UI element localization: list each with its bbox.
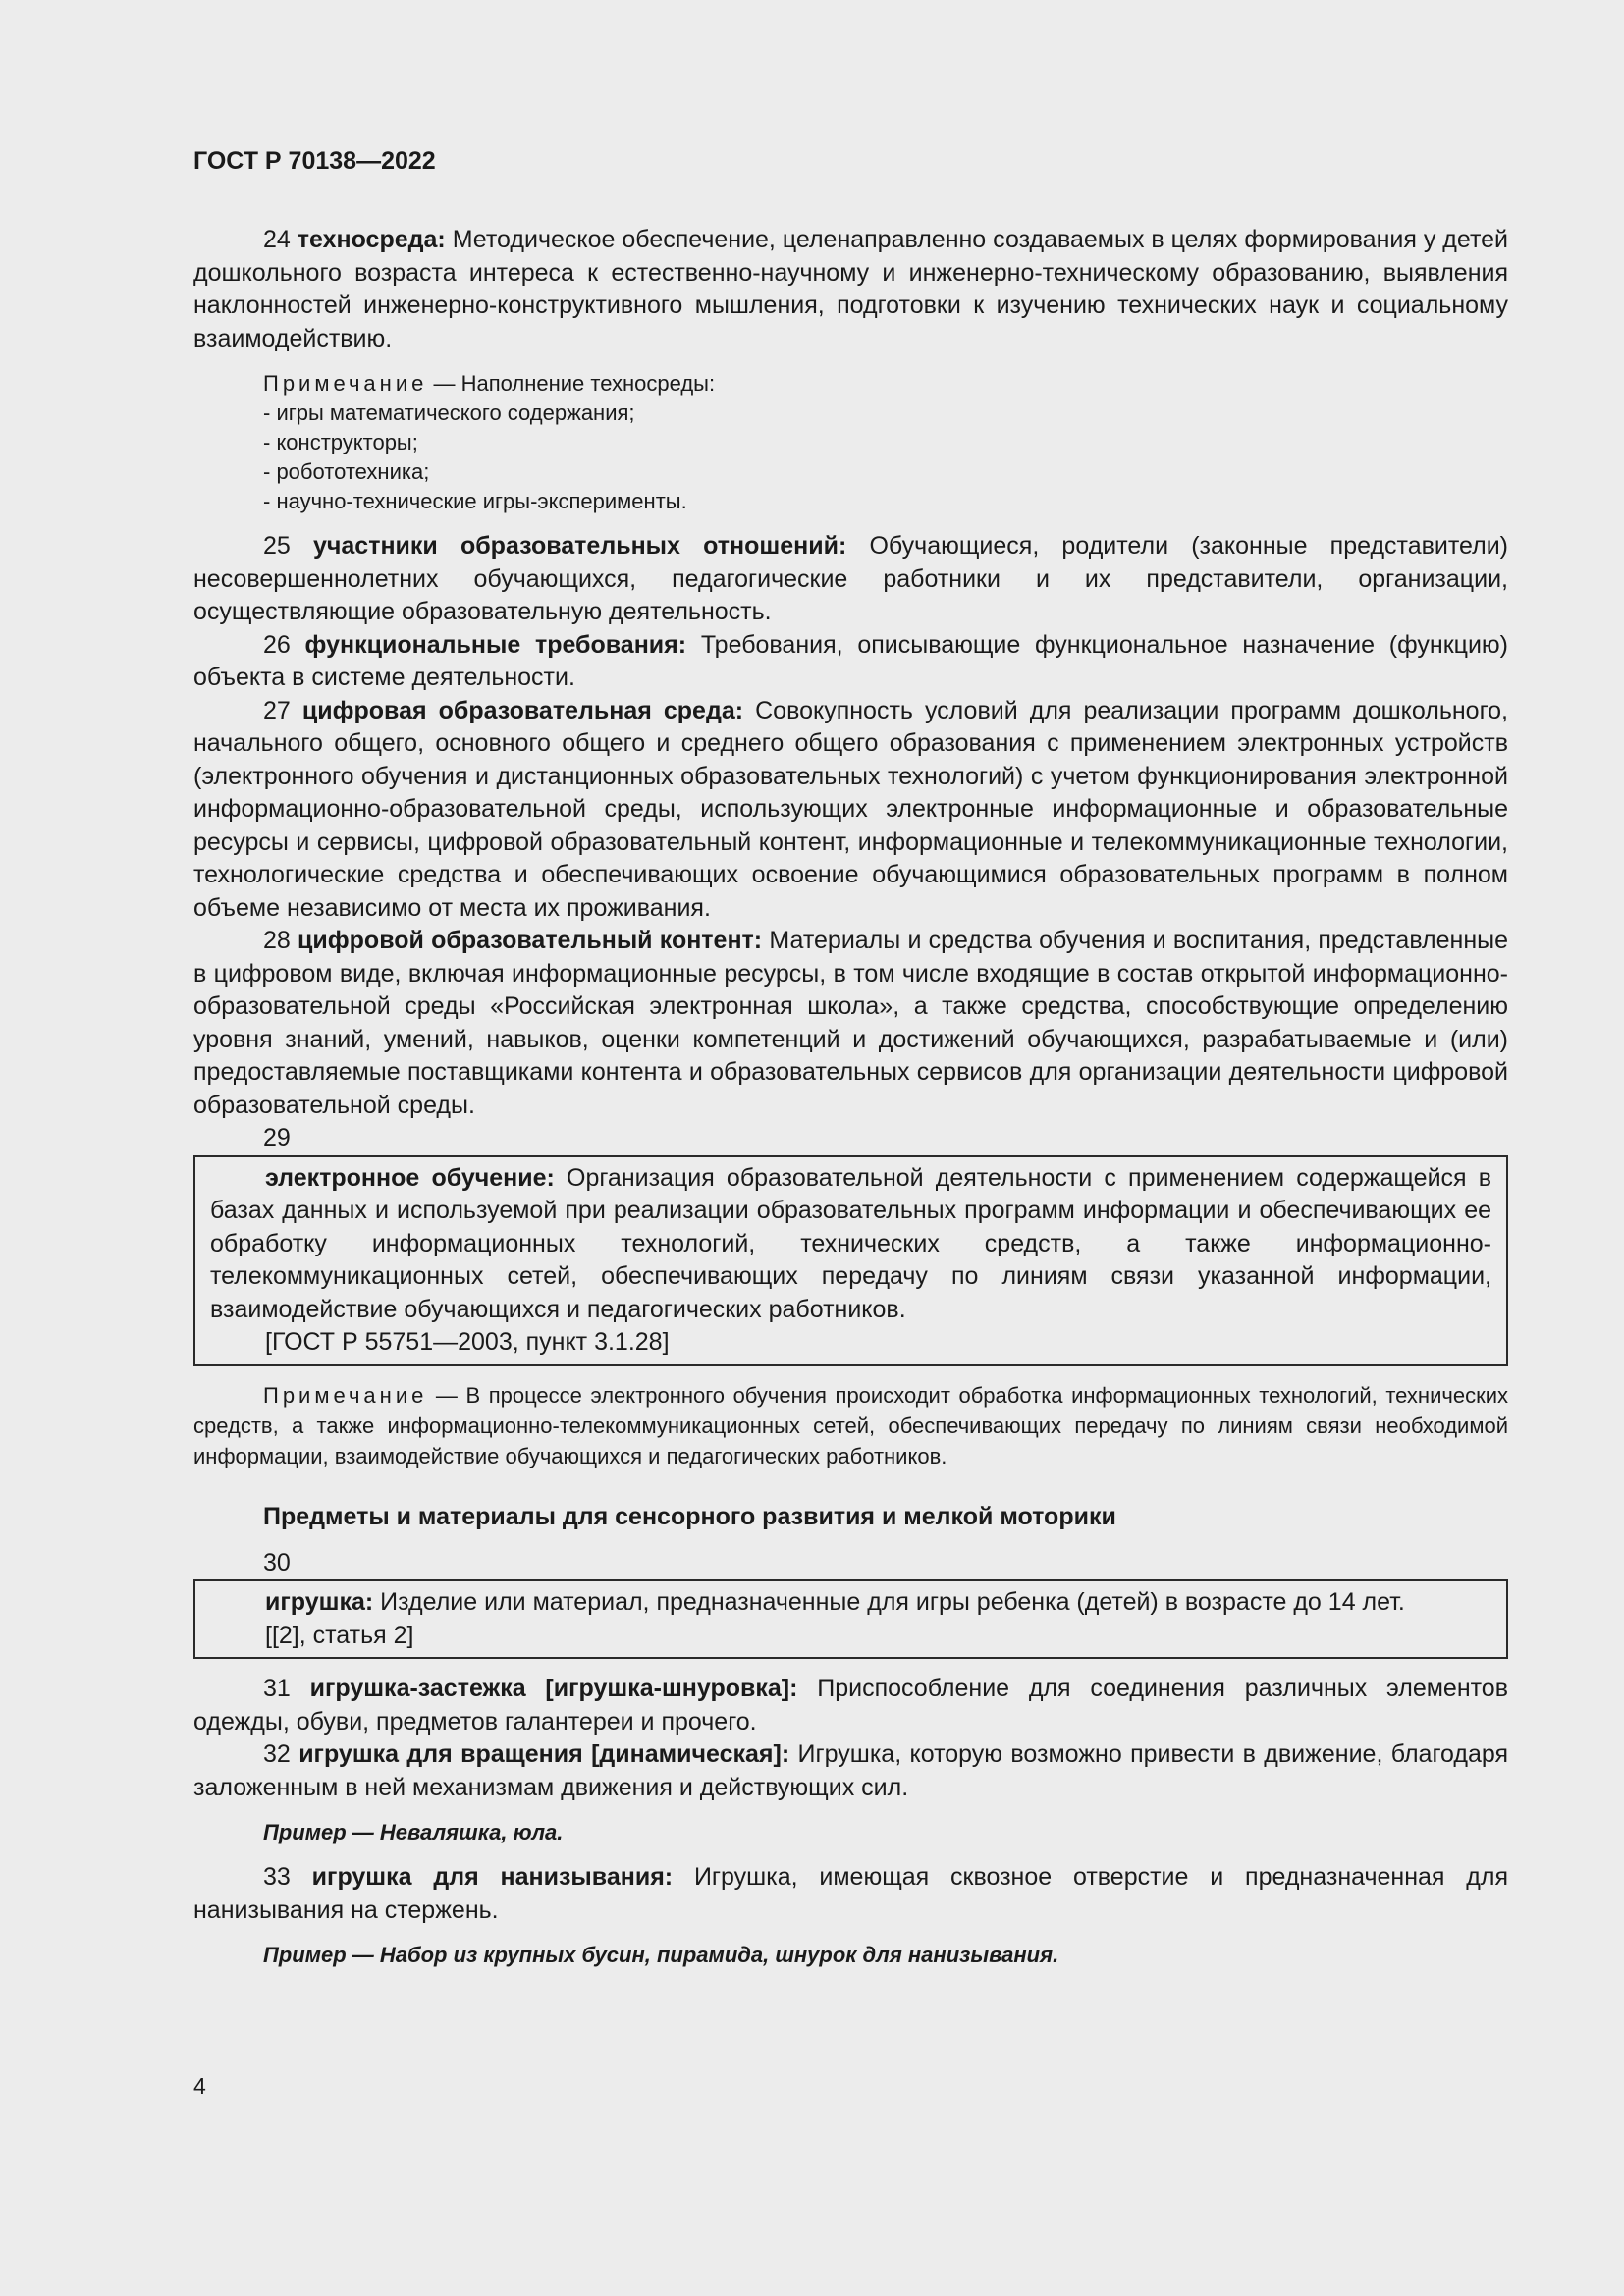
term-31: 31 игрушка-застежка [игрушка-шнуровка]: Приспособление для соединения различных элементов одежды, обуви, предметов галантереи и прочего. — [193, 1675, 1508, 1735]
term-26-definition: Требования, описывающие функциональное назначение (функцию) объекта в системе деятельности. — [193, 630, 1508, 691]
term-28-definition: Материалы и средства обучения и воспитания, представленные в цифровом виде, включая информационные ресурсы, в том числе входящие в состав открытой информационно-образовательной среды «Российская электронная школа», а также средства, способствующие определению уровня знаний, умений, навыков, оценки компетенций и достижений обучающихся, разрабатываемые и (или) предоставляемые поставщиками контента и образовательных сервисов для организации деятельности цифровой образовательной среды. — [193, 927, 1509, 1119]
term-29-box — [193, 1155, 1508, 1366]
document-header: ГОСТ Р 70138—2022 — [193, 147, 436, 175]
note-technosphere: Примечание — Наполнение техносреды: - игры математического содержания; - конструкторы; - робототехника; - научно-технические игры-эксперименты. — [263, 369, 1508, 516]
term-27: 27 цифровая образовательная среда: Совокупность условий для реализации программ дошкольного, начального общего, основного общего и среднего общего образования с применением электронных устройств (электронного обучения и дистанционных образовательных технологий) с учетом функционирования электронной информационно-образовательной среды, использующих электронные информационные и образовательные ресурсы и сервисы, цифровой образовательный контент, информационные и телекоммуникационные технологии, технологические средства и обеспечивающих освоение обучающимися образовательных программ в полном объеме независимо от места их проживания. — [193, 696, 1508, 922]
term-25: 25 участники образовательных отношений: Обучающиеся, родители (законные представители) несовершеннолетних обучающихся, педагогические работники и их представители, организации, осуществляющие образовательную деятельность. — [193, 532, 1508, 625]
term-26-title: функциональные требования: — [304, 630, 687, 659]
page-number: 4 — [193, 2073, 206, 2099]
term-27-title: цифровая образовательная среда: — [301, 696, 744, 724]
term-29-number: 29 — [263, 1124, 291, 1151]
term-30-title: игрушка: — [265, 1588, 374, 1616]
note-label: Примечание — [263, 1382, 428, 1408]
term-32: 32 игрушка для вращения [динамическая]: Игрушка, которую возможно привести в движение, благодаря заложенным в ней механизмам движения и действующих сил. — [193, 1740, 1509, 1801]
term-33-title: игрушка для нанизывания: — [311, 1863, 674, 1891]
term-30-source: [[2], статья 2] — [265, 1621, 414, 1649]
note-label: Примечание — [263, 371, 428, 396]
example-33: Пример — Набор из крупных бусин, пирамида, шнурок для нанизывания. — [263, 1943, 1059, 1967]
page-content — [193, 145, 1508, 1984]
term-27-definition: Совокупность условий для реализации программ дошкольного, начального общего, основного общего и среднего общего образования с применением электронных устройств (электронного обучения и дистанционных образовательных технологий) с учетом функционирования электронной информационно-образовательной среды, использующих электронные информационные и образовательные ресурсы и сервисы, цифровой образовательный контент, информационные и телекоммуникационные технологии, технологические средства и обеспечивающих освоение обучающимися образовательных программ в полном объеме независимо от места их проживания. — [193, 696, 1508, 922]
section-title: Предметы и материалы для сенсорного развития и мелкой моторики — [263, 1502, 1116, 1530]
note-list-item: - научно-технические игры-эксперименты. — [263, 489, 687, 513]
note-list-item: - робототехника; — [263, 459, 430, 484]
term-24: 24 техносреда: Методическое обеспечение, целенаправленно создаваемых в целях формирования у детей дошкольного возраста интереса к естественно-научному и инженерно-техническому образованию, выявления наклонностей инженерно-конструктивного мышления, подготовки к изучению технических наук и социальному взаимодействию. — [193, 226, 1508, 352]
note-list-item: - игры математического содержания; — [263, 400, 635, 425]
term-31-title: игрушка-застежка [игрушка-шнуровка]: — [309, 1675, 798, 1702]
term-24-definition: Методическое обеспечение, целенаправленно создаваемых в целях формирования у детей дошкольного возраста интереса к естественно-научному и инженерно-техническому образованию, выявления наклонностей инженерно-конструктивного мышления, подготовки к изучению технических наук и социальному взаимодействию. — [193, 226, 1508, 352]
note-elearning: Примечание — В процессе электронного обучения происходит обработка информационных технологий, технических средств, а также информационно-телекоммуникационных сетей, обеспечивающих передачу по линиям связи необходимой информации, взаимодействие обучающихся и педагогических работников. — [193, 1382, 1508, 1468]
term-29-definition: Организация образовательной деятельности с применением содержащейся в базах данных и используемой при реализации образовательных программ информации и обеспечивающих ее обработку информационных технологий, технических средств, а также информационно-телекоммуникационных сетей, обеспечивающих передачу по линиям связи указанной информации, взаимодействие обучающихся и педагогических работников. — [210, 1163, 1492, 1323]
term-31-definition: Приспособление для соединения различных элементов одежды, обуви, предметов галантереи и прочего. — [193, 1675, 1508, 1735]
term-30-box — [193, 1579, 1508, 1659]
term-29-title: электронное обучение: — [265, 1163, 555, 1192]
term-25-definition: Обучающиеся, родители (законные представители) несовершеннолетних обучающихся, педагогические работники и их представители, организации, осуществляющие образовательную деятельность. — [193, 532, 1508, 625]
term-29-source: [ГОСТ Р 55751—2003, пункт 3.1.28] — [265, 1328, 670, 1356]
example-32: Пример — Неваляшка, юла. — [263, 1820, 564, 1844]
term-26: 26 функциональные требования: Требования, описывающие функциональное назначение (функцию) объекта в системе деятельности. — [193, 630, 1508, 691]
term-28-title: цифровой образовательный контент: — [298, 927, 763, 954]
term-30 — [210, 1586, 1491, 1620]
note-list-item: - конструкторы; — [263, 430, 418, 454]
term-30-definition: Изделие или материал, предназначенные для игры ребенка (детей) в возрасте до 14 лет. — [380, 1588, 1405, 1616]
term-25-title: участники образовательных отношений: — [312, 532, 847, 560]
term-33-definition: Игрушка, имеющая сквозное отверстие и предназначенная для нанизывания на стержень. — [193, 1863, 1509, 1924]
term-33: 33 игрушка для нанизывания: Игрушка, имеющая сквозное отверстие и предназначенная для нанизывания на стержень. — [193, 1863, 1509, 1924]
term-24-title: техносреда: — [297, 226, 446, 253]
term-30-number: 30 — [263, 1548, 291, 1576]
term-32-definition: Игрушка, которую возможно привести в движение, благодаря заложенным в ней механизмам движения и действующих сил. — [193, 1740, 1509, 1801]
term-28: 28 цифровой образовательный контент: Материалы и средства обучения и воспитания, представленные в цифровом виде, включая информационные ресурсы, в том числе входящие в состав открытой информационно-образовательной среды «Российская электронная школа», а также средства, способствующие определению уровня знаний, умений, навыков, оценки компетенций и достижений обучающихся, разрабатываемые и (или) предоставляемые поставщиками контента и образовательных сервисов для организации деятельности цифровой образовательной среды. — [193, 927, 1509, 1119]
term-29 — [210, 1162, 1491, 1327]
term-32-title: игрушка для вращения [динамическая]: — [298, 1740, 790, 1768]
